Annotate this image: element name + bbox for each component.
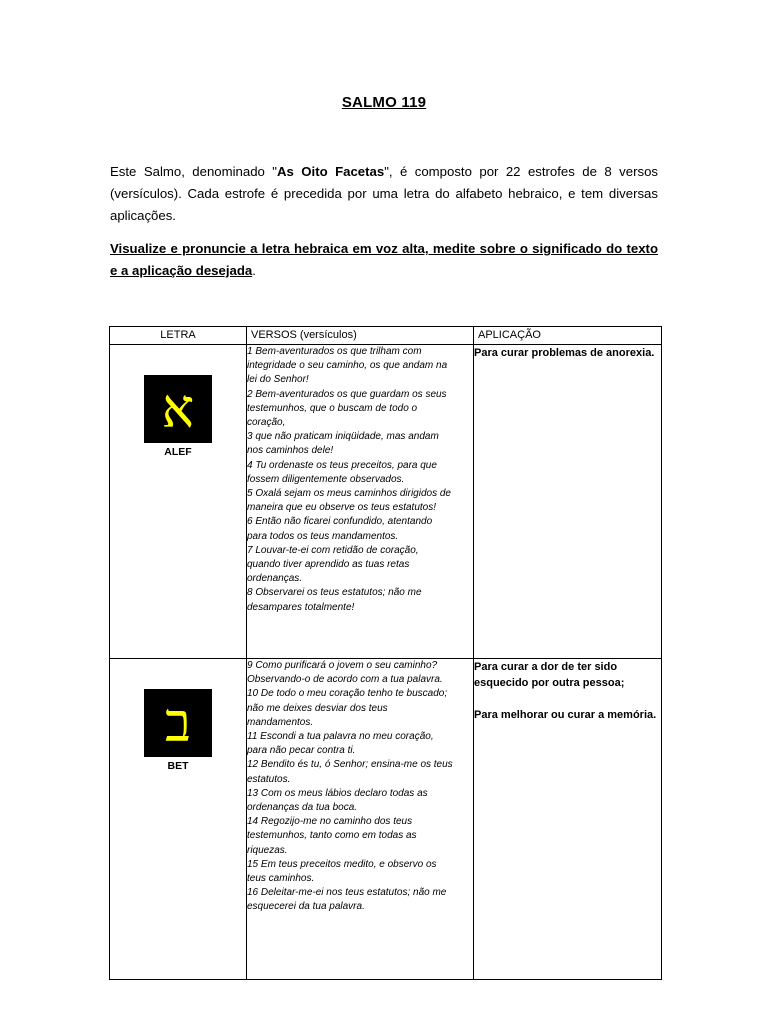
application-cell bbox=[474, 345, 662, 659]
verse-line: ordenanças. bbox=[247, 573, 303, 585]
verse-line: 15 Em teus preceitos medito, e observo os bbox=[247, 858, 437, 870]
verse-line: lei do Senhor! bbox=[247, 374, 309, 386]
verse-line: 4 Tu ordenaste os teus preceitos, para que bbox=[247, 459, 437, 471]
verses-cell bbox=[247, 659, 474, 980]
verse-line: maneira que eu observe os teus estatutos! bbox=[247, 502, 437, 514]
application-text: Para curar a dor de ter sido esquecido por outra pessoa; bbox=[474, 661, 625, 689]
verse-line: 16 Deleitar-me-ei nos teus estatutos; não me bbox=[247, 887, 447, 899]
verse-line: testemunhos, que o buscam de todo o bbox=[247, 402, 418, 414]
table-header-row bbox=[110, 327, 662, 345]
verse-line: teus caminhos. bbox=[247, 873, 315, 885]
page-title: SALMO 119 bbox=[341, 94, 427, 111]
header-letra: LETRA bbox=[110, 327, 247, 345]
instruction-period: . bbox=[252, 263, 256, 278]
verse-line: 7 Louvar-te-ei com retidão de coração, bbox=[247, 544, 419, 556]
verse-line: 1 Bem-aventurados os que trilham com bbox=[247, 346, 422, 357]
verse-line: 5 Oxalá sejam os meus caminhos dirigidos de bbox=[247, 488, 451, 500]
application-text: Para melhorar ou curar a memória. bbox=[474, 709, 657, 721]
verse-line: coração, bbox=[247, 417, 286, 429]
verse-line: 8 Observarei os teus estatutos; não me bbox=[247, 587, 422, 599]
psalm-table bbox=[109, 326, 662, 980]
header-versos: VERSOS (versículos) bbox=[247, 327, 474, 345]
header-aplicacao: APLICAÇÃO bbox=[474, 327, 662, 345]
hebrew-letter-alef-icon: א bbox=[144, 375, 212, 443]
verse-line: mandamentos. bbox=[247, 716, 314, 728]
verse-line: 12 Bendito és tu, ó Senhor; ensina-me os teus bbox=[247, 759, 453, 771]
verse-line: esquecerei da tua palavra. bbox=[247, 901, 365, 913]
table-row-bet bbox=[110, 659, 662, 980]
letter-name: BET bbox=[167, 760, 189, 772]
verse-line: estatutos. bbox=[247, 773, 291, 785]
verse-line: 9 Como purificará o jovem o seu caminho? bbox=[247, 660, 438, 671]
verse-line: fossem diligentemente observados. bbox=[247, 473, 405, 485]
verse-line: não me deixes desviar dos teus bbox=[247, 702, 388, 714]
application-cell bbox=[474, 659, 662, 980]
verse-line: quando tiver aprendido as tuas retas bbox=[247, 559, 410, 571]
intro-text-end: ", é composto por 22 estrofes de 8 versos (versículos). Cada estrofe é precedida por uma letra do alfabeto hebraico, e tem diversas aplicações. bbox=[110, 164, 658, 223]
verse-line: 2 Bem-aventurados os que guardam os seus bbox=[247, 388, 447, 400]
intro-bold-name: As Oito Facetas bbox=[277, 164, 385, 179]
verse-line: ordenanças da tua boca. bbox=[247, 802, 358, 814]
verse-line: 6 Então não ficarei confundido, atentando bbox=[247, 516, 433, 528]
verse-line: 3 que não praticam iniqüidade, mas andam bbox=[247, 431, 439, 443]
verse-line: Observando-o de acordo com a tua palavra. bbox=[247, 674, 443, 686]
intro-paragraph bbox=[110, 161, 658, 227]
application-text: Para curar problemas de anorexia. bbox=[474, 347, 655, 359]
verse-line: 13 Com os meus lábios declaro todas as bbox=[247, 787, 428, 799]
verse-line: desampares totalmente! bbox=[247, 601, 355, 613]
instruction-text: Visualize e pronuncie a letra hebraica em voz alta, medite sobre o significado do texto e a aplicação desejada bbox=[110, 241, 658, 278]
letter-cell bbox=[110, 659, 247, 980]
verse-line: 14 Regozijo-me no caminho dos teus bbox=[247, 816, 413, 828]
letter-name: ALEF bbox=[164, 446, 192, 458]
verse-line: para não pecar contra ti. bbox=[247, 745, 356, 757]
verse-line: para todos os teus mandamentos. bbox=[247, 530, 399, 542]
hebrew-letter-bet-icon: ב bbox=[144, 689, 212, 757]
letter-cell bbox=[110, 345, 247, 659]
verse-line: 11 Escondi a tua palavra no meu coração, bbox=[247, 731, 434, 743]
verse-line: riquezas. bbox=[247, 844, 288, 856]
verse-line: testemunhos, tanto como em todas as bbox=[247, 830, 417, 842]
intro-text-start: Este Salmo, denominado " bbox=[110, 164, 277, 179]
verses-cell bbox=[247, 345, 474, 659]
table-row-alef bbox=[110, 345, 662, 659]
verse-line: 10 De todo o meu coração tenho te buscado; bbox=[247, 688, 448, 700]
verse-line: nos caminhos dele! bbox=[247, 445, 334, 457]
verse-line: integridade o seu caminho, os que andam na bbox=[247, 360, 448, 372]
instruction-paragraph bbox=[110, 238, 658, 282]
